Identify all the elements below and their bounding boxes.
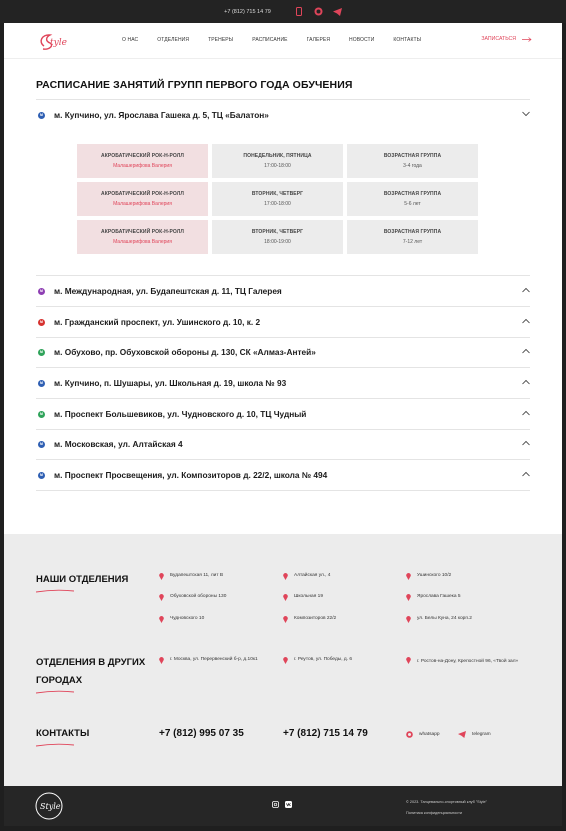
address-text: г. Ростов-на-Дону, Крепостной 96, «Твой зал» <box>417 659 519 664</box>
schedule-cell-type <box>77 182 208 216</box>
branch-address[interactable] <box>406 573 451 580</box>
schedule-cell-type <box>77 220 208 254</box>
branch-address[interactable] <box>283 616 336 623</box>
map-pin-icon <box>283 616 288 623</box>
nav-schedule[interactable]: РАСПИСАНИЕ <box>252 37 288 43</box>
accordion-item[interactable] <box>36 368 530 398</box>
nav-coaches[interactable]: ТРЕНЕРЫ <box>208 37 234 43</box>
age-heading: ВОЗРАСТНАЯ ГРУППА <box>383 153 442 159</box>
branch-address[interactable] <box>159 573 223 580</box>
map-pin-icon <box>159 573 164 580</box>
accordion-label: м. Московская, ул. Алтайская 4 <box>54 439 183 449</box>
metro-icon: M <box>38 472 45 479</box>
map-pin-icon <box>406 616 411 623</box>
accordion-item[interactable] <box>36 337 530 367</box>
whatsapp-link[interactable] <box>406 731 440 738</box>
age-value: 3-4 года <box>403 163 422 169</box>
branch-address[interactable] <box>283 594 323 601</box>
coach-name[interactable]: Малашерифова Валерия <box>113 201 172 207</box>
logo[interactable] <box>36 28 76 54</box>
chevron-up-icon <box>522 379 530 385</box>
metro-icon: M <box>38 349 45 356</box>
accordion-item[interactable] <box>36 276 530 306</box>
schedule-cell-age <box>347 144 478 178</box>
schedule-cell-time <box>212 220 343 254</box>
svg-text:tyle: tyle <box>50 38 67 48</box>
map-pin-icon <box>159 657 164 664</box>
map-pin-icon <box>159 616 164 623</box>
class-time: 18:00-19:00 <box>264 239 291 245</box>
accordion-label: м. Проспект Просвещения, ул. Композиторов д. 22/2, школа № 494 <box>54 470 328 480</box>
other-city-address[interactable] <box>283 657 352 664</box>
branch-address[interactable] <box>406 616 472 623</box>
accordion-item-open[interactable] <box>36 100 530 130</box>
other-city-address[interactable] <box>159 657 258 664</box>
nav-news[interactable]: НОВОСТИ <box>349 37 375 43</box>
metro-icon: M <box>38 319 45 326</box>
class-days: ВТОРНИК, ЧЕТВЕРГ <box>251 191 304 197</box>
accordion-item[interactable] <box>36 399 530 429</box>
accordion-label: м. Гражданский проспект, ул. Ушинского д. 10, к. 2 <box>54 317 261 327</box>
address-text: Композиторов 22/2 <box>294 616 337 621</box>
arrow-right-icon <box>522 37 532 42</box>
copyright: © 2023. Танцевально-спортивный клуб "Style" <box>406 800 487 804</box>
divider <box>36 490 530 491</box>
telegram-label: telegram <box>472 732 491 737</box>
accordion-item[interactable] <box>36 429 530 459</box>
site-header <box>4 23 562 59</box>
address-text: Ушинского 10/2 <box>417 573 452 578</box>
accordion-label: м. Купчино, п. Шушары, ул. Школьная д. 19, школа № 93 <box>54 378 287 388</box>
age-value: 5-6 лет <box>404 201 421 207</box>
address-text: Алтайская ул., 4 <box>294 573 331 578</box>
footer-logo[interactable] <box>34 791 64 821</box>
other-cities-title-2: ГОРОДАХ <box>36 675 83 686</box>
address-text: Будапештская 11, лит В <box>170 573 224 578</box>
metro-icon: M <box>38 411 45 418</box>
map-pin-icon <box>283 573 288 580</box>
accordion-label: м. Обухово, пр. Обуховской обороны д. 130, СК «Алмаз-Антей» <box>54 347 316 357</box>
class-days: ПОНЕДЕЛЬНИК, ПЯТНИЦА <box>243 153 312 159</box>
address-text: г. Реутов, ул. Победы, д. 6 <box>294 657 353 662</box>
page-title: РАСПИСАНИЕ ЗАНЯТИЙ ГРУПП ПЕРВОГО ГОДА ОБУЧЕНИЯ <box>36 79 353 91</box>
metro-icon: M <box>38 441 45 448</box>
accordion-item[interactable] <box>36 307 530 337</box>
schedule-cell-time <box>212 144 343 178</box>
class-type: АКРОБАТИЧЕСКИЙ РОК-Н-РОЛЛ <box>100 191 185 197</box>
chevron-up-icon <box>522 348 530 354</box>
svg-text:Style: Style <box>40 802 61 811</box>
other-cities-title-1: ОТДЕЛЕНИЯ В ДРУГИХ <box>36 657 146 668</box>
schedule-cell-age <box>347 182 478 216</box>
swoosh-underline <box>36 589 74 593</box>
top-bar <box>0 0 566 23</box>
address-text: Школьная 19 <box>294 594 323 599</box>
branch-address[interactable] <box>283 573 330 580</box>
class-type: АКРОБАТИЧЕСКИЙ РОК-Н-РОЛЛ <box>100 153 185 159</box>
metro-icon: M <box>38 288 45 295</box>
map-pin-icon <box>406 657 411 664</box>
class-time: 17:00-18:00 <box>264 163 291 169</box>
telegram-icon[interactable] <box>333 7 342 16</box>
age-heading: ВОЗРАСТНАЯ ГРУППА <box>383 229 442 235</box>
class-days: ВТОРНИК, ЧЕТВЕРГ <box>251 229 304 235</box>
mobile-icon[interactable] <box>295 7 304 16</box>
chevron-up-icon <box>522 471 530 477</box>
metro-icon: M <box>38 380 45 387</box>
address-text: г. Москва, ул. Перервенский б-р, д.10к1 <box>170 657 258 662</box>
address-text: Обуховской обороны 130 <box>170 594 227 599</box>
map-pin-icon <box>283 594 288 601</box>
bottom-bar <box>4 786 562 826</box>
branch-address[interactable] <box>159 594 226 601</box>
signup-label: ЗАПИСАТЬСЯ <box>481 36 516 42</box>
accordion-label: м. Купчино, ул. Ярослава Гашека д. 5, ТЦ «Балатон» <box>54 110 269 120</box>
map-pin-icon <box>406 594 411 601</box>
nav-gallery[interactable]: ГАЛЕРЕЯ <box>306 37 331 43</box>
schedule-cell-type <box>77 144 208 178</box>
branches-title: НАШИ ОТДЕЛЕНИЯ <box>36 574 129 585</box>
coach-name[interactable]: Малашерифова Валерия <box>113 239 172 245</box>
accordion-label: м. Проспект Большевиков, ул. Чудновского д. 10, ТЦ Чудный <box>54 409 307 419</box>
schedule-section <box>4 59 562 534</box>
schedule-cell-age <box>347 220 478 254</box>
chevron-up-icon <box>522 287 530 293</box>
main-nav <box>122 37 440 43</box>
vk-icon[interactable] <box>285 801 292 808</box>
nav-contacts[interactable]: КОНТАКТЫ <box>393 37 422 43</box>
schedule-cell-time <box>212 182 343 216</box>
instagram-icon[interactable] <box>272 801 279 808</box>
telegram-icon <box>458 731 466 738</box>
footer-info <box>4 534 562 786</box>
nav-branches[interactable]: ОТДЕЛЕНИЯ <box>157 37 190 43</box>
map-pin-icon <box>159 594 164 601</box>
contacts-title: КОНТАКТЫ <box>36 728 90 739</box>
nav-about[interactable]: О НАС <box>122 37 139 43</box>
contact-phone-2[interactable]: +7 (812) 715 14 79 <box>283 728 368 739</box>
age-value: 7-12 лет <box>402 239 423 245</box>
class-time: 17:00-18:00 <box>264 201 291 207</box>
chevron-up-icon <box>522 318 530 324</box>
other-city-address[interactable] <box>406 657 526 666</box>
branch-address[interactable] <box>159 616 204 623</box>
coach-name[interactable]: Малашерифова Валерия <box>113 163 172 169</box>
accordion-label: м. Международная, ул. Будапештская д. 11, ТЦ Галерея <box>54 286 282 296</box>
contact-phone-1[interactable]: +7 (812) 995 07 35 <box>159 728 244 739</box>
privacy-link[interactable]: Политика конфиденциальности <box>406 811 463 815</box>
whatsapp-icon[interactable] <box>314 7 323 16</box>
branch-address[interactable] <box>406 594 461 601</box>
accordion-item[interactable] <box>36 460 530 490</box>
map-pin-icon <box>406 573 411 580</box>
top-phone[interactable]: +7 (812) 715 14 79 <box>224 8 271 15</box>
map-pin-icon <box>283 657 288 664</box>
address-text: Чудновского 10 <box>170 616 205 621</box>
swoosh-underline <box>36 743 74 747</box>
address-text: ул. Белы Куна, 24 корп.2 <box>417 616 472 621</box>
age-heading: ВОЗРАСТНАЯ ГРУППА <box>383 191 442 197</box>
whatsapp-label: whatsapp <box>419 732 440 737</box>
signup-link[interactable] <box>481 36 532 42</box>
chevron-down-icon <box>522 111 530 117</box>
chevron-up-icon <box>522 410 530 416</box>
address-text: Ярослава Гашека 5 <box>417 594 461 599</box>
swoosh-underline <box>36 690 74 694</box>
class-type: АКРОБАТИЧЕСКИЙ РОК-Н-РОЛЛ <box>100 229 185 235</box>
chevron-up-icon <box>522 440 530 446</box>
metro-icon: M <box>38 112 45 119</box>
telegram-link[interactable] <box>458 731 491 738</box>
whatsapp-icon <box>406 731 413 738</box>
